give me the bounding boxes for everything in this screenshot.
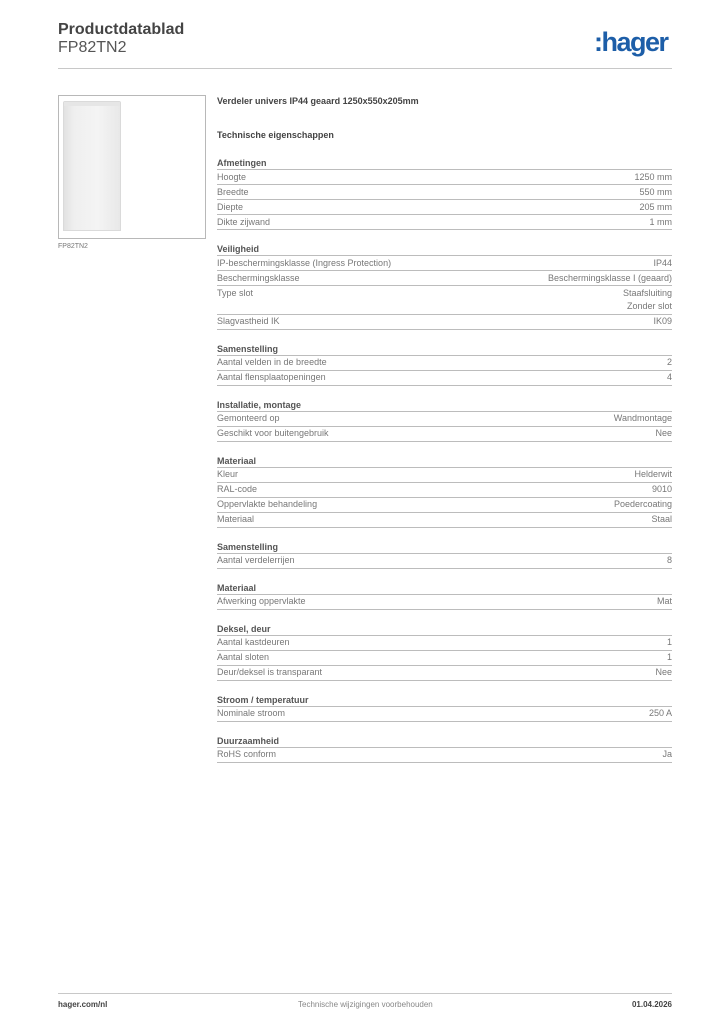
section-title: Duurzaamheid bbox=[217, 735, 672, 748]
spec-value bbox=[655, 666, 672, 680]
section-title: Samenstelling bbox=[217, 541, 672, 554]
spec-row bbox=[217, 271, 672, 286]
spec-label: Dikte zijwand bbox=[217, 216, 271, 227]
spec-label: Aantal flensplaatopeningen bbox=[217, 372, 326, 382]
spec-value bbox=[614, 412, 672, 426]
spec-section bbox=[217, 623, 672, 681]
spec-section bbox=[217, 343, 672, 386]
spec-label: Oppervlakte behandeling bbox=[217, 499, 318, 509]
page-title: Productdatablad bbox=[58, 21, 185, 38]
spec-value bbox=[649, 707, 672, 721]
spec-row bbox=[217, 707, 672, 722]
spec-value bbox=[653, 315, 672, 329]
spec-value-line: 1250 mm bbox=[634, 171, 672, 182]
spec-value-line: 1 bbox=[666, 637, 672, 647]
spec-value bbox=[657, 595, 672, 609]
spec-label: Kleur bbox=[217, 469, 239, 479]
spec-value bbox=[639, 186, 672, 200]
spec-value-line: 2 bbox=[666, 357, 672, 367]
spec-row bbox=[217, 170, 672, 185]
spec-value bbox=[667, 554, 672, 568]
spec-value bbox=[634, 171, 672, 185]
spec-value-line: 250 A bbox=[648, 708, 672, 718]
spec-value-line: 9010 bbox=[651, 484, 672, 494]
spec-label: Nominale stroom bbox=[217, 708, 286, 718]
spec-row bbox=[217, 595, 672, 610]
spec-value-line: Wandmontage bbox=[613, 413, 672, 423]
section-title: Installatie, montage bbox=[217, 399, 672, 412]
section-title: Stroom / temperatuur bbox=[217, 694, 672, 707]
footer-divider bbox=[58, 993, 672, 994]
spec-section bbox=[217, 582, 672, 610]
spec-sections bbox=[217, 157, 672, 763]
hager-logo: :hager bbox=[594, 27, 668, 57]
spec-value-line: 8 bbox=[666, 555, 672, 565]
spec-label: Aantal sloten bbox=[217, 652, 270, 662]
footer-disclaimer: Technische wijzigingen voorbehouden bbox=[298, 1000, 433, 1009]
spec-row bbox=[217, 315, 672, 330]
spec-value-line: Staafsluiting bbox=[622, 287, 672, 298]
spec-value bbox=[667, 636, 672, 650]
spec-section bbox=[217, 157, 672, 230]
spec-row bbox=[217, 651, 672, 666]
spec-row bbox=[217, 748, 672, 763]
spec-value bbox=[639, 201, 672, 215]
spec-value-line: Ja bbox=[662, 749, 672, 759]
spec-label: Aantal kastdeuren bbox=[217, 637, 290, 647]
spec-row bbox=[217, 215, 672, 230]
spec-section bbox=[217, 243, 672, 330]
spec-label: IP-beschermingsklasse (Ingress Protection) bbox=[217, 257, 392, 268]
spec-row bbox=[217, 498, 672, 513]
footer-website-link[interactable]: hager.com/nl bbox=[58, 1000, 108, 1009]
spec-row bbox=[217, 356, 672, 371]
spec-row bbox=[217, 483, 672, 498]
spec-label: Diepte bbox=[217, 201, 244, 212]
spec-value-line: 205 mm bbox=[639, 201, 672, 212]
spec-label: Gemonteerd op bbox=[217, 413, 280, 423]
spec-value-line: Nee bbox=[655, 428, 672, 438]
spec-section bbox=[217, 694, 672, 722]
spec-row bbox=[217, 185, 672, 200]
spec-label: Slagvastheid IK bbox=[217, 316, 280, 326]
spec-row bbox=[217, 468, 672, 483]
spec-value-line: Poedercoating bbox=[613, 499, 672, 509]
spec-section bbox=[217, 399, 672, 442]
spec-value bbox=[667, 651, 672, 665]
image-caption: FP82TN2 bbox=[58, 243, 88, 250]
spec-value-line: 550 mm bbox=[639, 186, 672, 197]
spec-section bbox=[217, 455, 672, 528]
section-title: Deksel, deur bbox=[217, 623, 672, 636]
spec-row bbox=[217, 286, 672, 315]
product-title: Verdeler univers IP44 geaard 1250x550x205mm bbox=[217, 96, 419, 106]
spec-value bbox=[662, 748, 672, 762]
spec-value-line: 4 bbox=[666, 372, 672, 382]
spec-value bbox=[634, 468, 672, 482]
spec-row bbox=[217, 256, 672, 271]
spec-value bbox=[653, 257, 672, 271]
footer-date: 01.04.2026 bbox=[631, 1000, 672, 1009]
spec-content bbox=[217, 96, 672, 763]
spec-value-line: Zonder slot bbox=[626, 301, 672, 311]
spec-value-line: Nee bbox=[655, 667, 672, 677]
spec-value bbox=[548, 272, 672, 286]
spec-value bbox=[655, 427, 672, 441]
spec-row bbox=[217, 666, 672, 681]
spec-row bbox=[217, 200, 672, 215]
spec-value bbox=[667, 371, 672, 385]
spec-label: Type slot bbox=[217, 287, 254, 298]
spec-row bbox=[217, 427, 672, 442]
spec-row bbox=[217, 371, 672, 386]
spec-label: Hoogte bbox=[217, 171, 247, 182]
section-title: Afmetingen bbox=[217, 157, 672, 170]
spec-value-line: Staal bbox=[651, 514, 672, 524]
spec-row bbox=[217, 513, 672, 528]
spec-value-line: 1 bbox=[666, 652, 672, 662]
spec-value-line: Helderwit bbox=[634, 469, 672, 479]
product-code: FP82TN2 bbox=[58, 39, 127, 56]
spec-label: Beschermingsklasse bbox=[217, 272, 300, 283]
spec-value-line: IK09 bbox=[653, 316, 672, 326]
spec-label: Materiaal bbox=[217, 514, 255, 524]
section-title: Veiligheid bbox=[217, 243, 672, 256]
spec-label: Aantal velden in de breedte bbox=[217, 357, 327, 367]
header-divider bbox=[58, 68, 672, 69]
section-title: Materiaal bbox=[217, 582, 672, 595]
spec-label: Breedte bbox=[217, 186, 249, 197]
spec-label: Deur/deksel is transparant bbox=[217, 667, 323, 677]
spec-row bbox=[217, 554, 672, 569]
spec-value bbox=[667, 356, 672, 370]
spec-value-line: IP44 bbox=[653, 257, 672, 268]
spec-value bbox=[651, 513, 672, 527]
spec-value bbox=[652, 483, 672, 497]
product-image bbox=[58, 95, 206, 239]
spec-label: Afwerking oppervlakte bbox=[217, 596, 306, 606]
spec-label: RoHS conform bbox=[217, 749, 277, 759]
spec-section bbox=[217, 735, 672, 763]
cabinet-illustration-icon bbox=[63, 101, 121, 231]
spec-label: RAL-code bbox=[217, 484, 258, 494]
spec-value-line: Mat bbox=[656, 596, 672, 606]
section-title: Materiaal bbox=[217, 455, 672, 468]
section-title: Samenstelling bbox=[217, 343, 672, 356]
spec-row bbox=[217, 636, 672, 651]
spec-value bbox=[614, 498, 672, 512]
spec-value-line: Beschermingsklasse I (geaard) bbox=[547, 272, 672, 283]
spec-row bbox=[217, 412, 672, 427]
spec-label: Aantal verdelerrijen bbox=[217, 555, 295, 565]
spec-label: Geschikt voor buitengebruik bbox=[217, 428, 329, 438]
tech-heading: Technische eigenschappen bbox=[217, 130, 334, 140]
spec-section bbox=[217, 541, 672, 569]
spec-value bbox=[650, 216, 673, 230]
spec-value-line: 1 mm bbox=[649, 216, 672, 227]
spec-value bbox=[623, 287, 672, 314]
